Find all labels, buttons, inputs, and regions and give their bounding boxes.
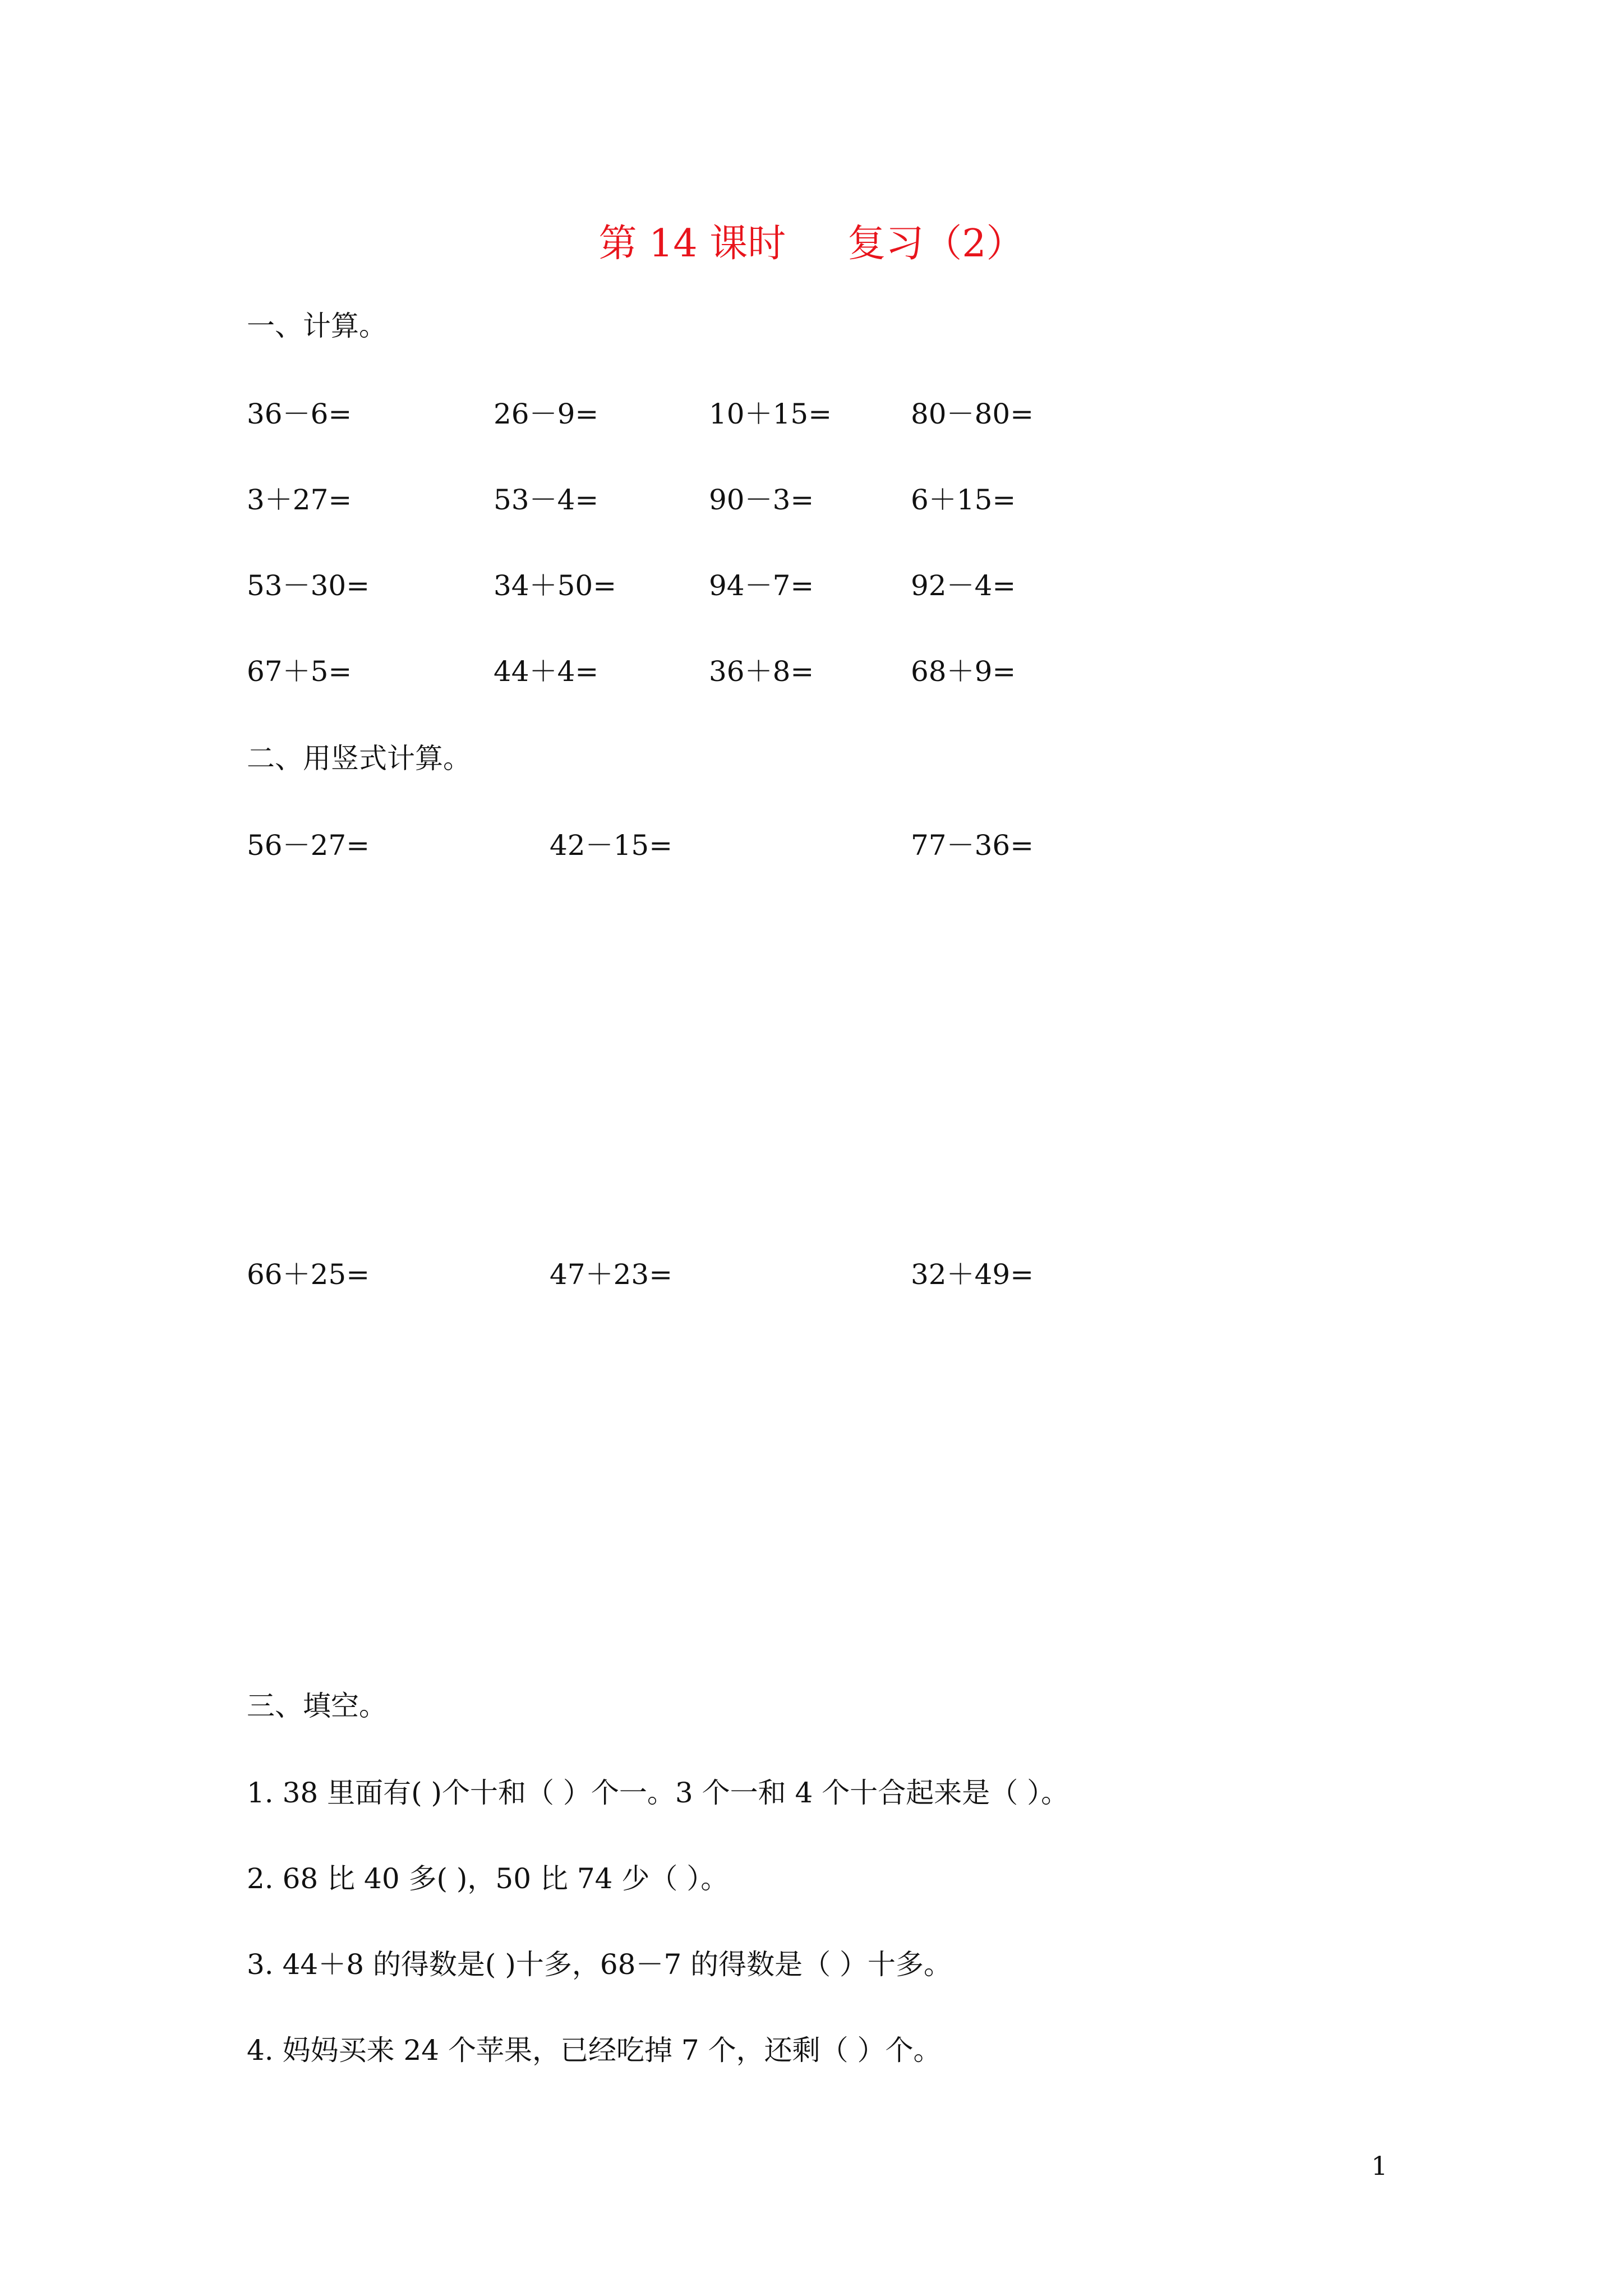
calc-item: 3＋27= [247, 484, 352, 516]
calc-item: 26－9= [494, 398, 599, 430]
calc-item: 80－80= [911, 398, 1034, 430]
section2-heading: 二、用竖式计算。 [247, 742, 471, 775]
vertical-calc-item: 32＋49= [911, 1258, 1034, 1291]
calc-item: 34＋50= [494, 569, 617, 602]
calc-item: 10＋15= [709, 398, 832, 430]
calc-item: 36＋8= [709, 655, 814, 688]
calc-item: 94－7= [709, 569, 814, 602]
vertical-calc-item: 66＋25= [247, 1258, 370, 1291]
calc-item: 68＋9= [911, 655, 1016, 688]
calc-item: 53－30= [247, 569, 370, 602]
calc-item: 6＋15= [911, 484, 1016, 516]
vertical-calc-item: 42－15= [550, 829, 673, 862]
title-lesson: 第 14 课时 [598, 222, 786, 266]
vertical-calc-item: 47＋23= [550, 1258, 673, 1291]
section3-heading: 三、填空。 [247, 1690, 387, 1722]
calc-item: 90－3= [709, 484, 814, 516]
fill-blank-question: 4. 妈妈买来 24 个苹果，已经吃掉 7 个，还剩（ ）个。 [247, 2034, 942, 2067]
vertical-calc-item: 77－36= [911, 829, 1034, 862]
fill-blank-question: 1. 38 里面有( )个十和（ ）个一。3 个一和 4 个十合起来是（ ）。 [247, 1777, 1069, 1809]
page-number: 1 [1371, 2151, 1388, 2181]
calc-item: 53－4= [494, 484, 599, 516]
calc-item: 44＋4= [494, 655, 599, 688]
fill-blank-question: 2. 68 比 40 多( )，50 比 74 少（ ）。 [247, 1862, 729, 1895]
section1-heading: 一、计算。 [247, 310, 387, 342]
calc-item: 92－4= [911, 569, 1016, 602]
vertical-calc-item: 56－27= [247, 829, 370, 862]
calc-item: 67＋5= [247, 655, 352, 688]
fill-blank-question: 3. 44＋8 的得数是( )十多，68－7 的得数是（ ）十多。 [247, 1948, 952, 1981]
calc-item: 36－6= [247, 398, 352, 430]
title-topic: 复习（2） [847, 222, 1025, 266]
page-title [0, 213, 1623, 268]
